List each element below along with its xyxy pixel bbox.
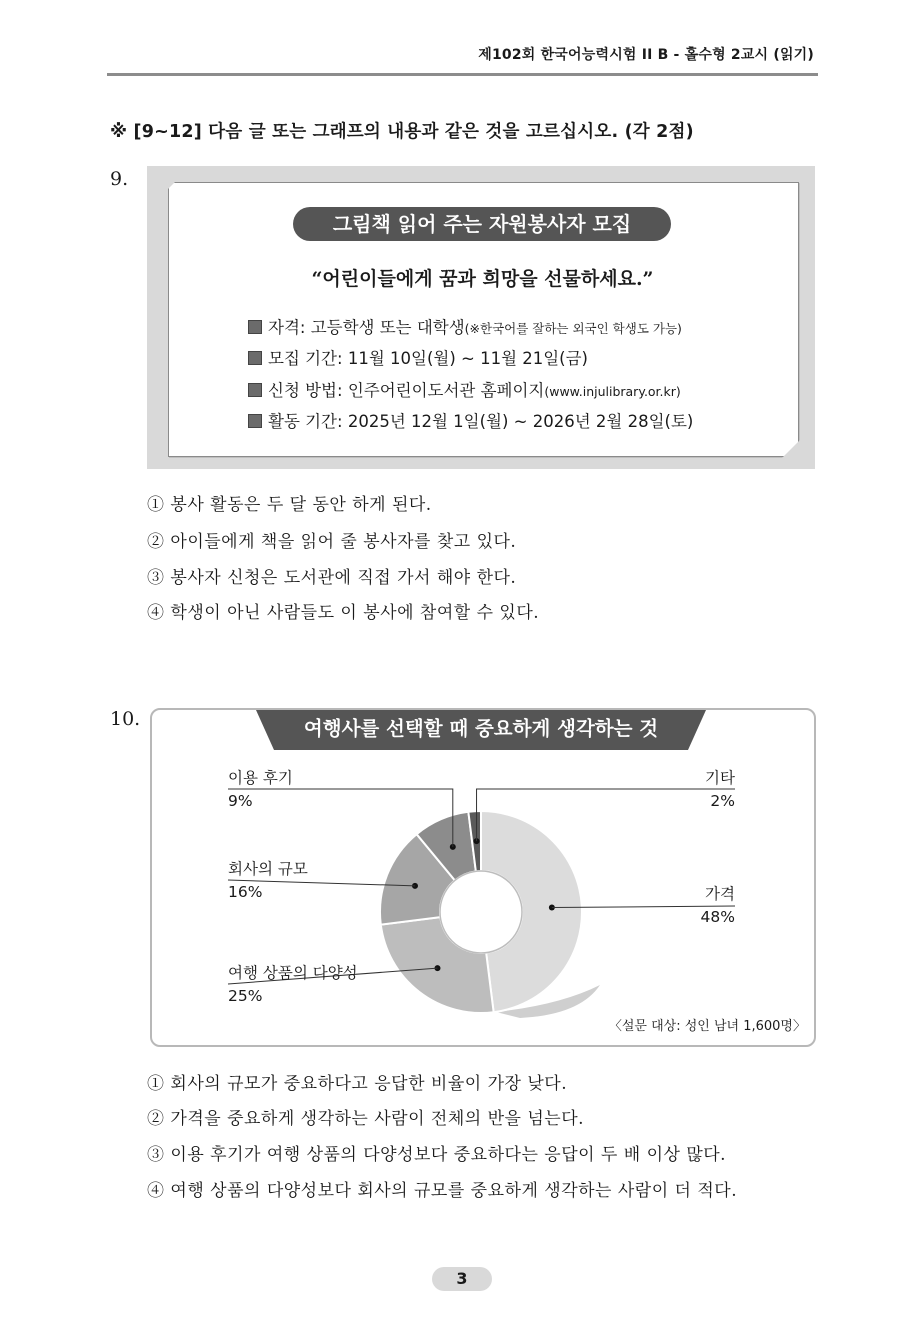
q9-option-1[interactable]: ① 봉사 활동은 두 달 동안 하게 된다. xyxy=(147,495,432,515)
label-reviews-name: 이용 후기 xyxy=(228,769,293,787)
label-size-name: 회사의 규모 xyxy=(228,860,308,878)
q9-option-2[interactable]: ② 아이들에게 책을 읽어 줄 봉사자를 찾고 있다. xyxy=(147,532,517,552)
page-number: 3 xyxy=(432,1267,492,1291)
q10-option-1[interactable]: ① 회사의 규모가 중요하다고 응답한 비율이 가장 낮다. xyxy=(147,1074,568,1094)
label-price-name: 가격 xyxy=(705,885,735,903)
label-price-value: 48% xyxy=(700,908,735,926)
q9-option-3[interactable]: ③ 봉사자 신청은 도서관에 직접 가서 해야 한다. xyxy=(147,568,517,588)
donut-hole xyxy=(440,871,522,953)
label-variety-name: 여행 상품의 다양성 xyxy=(228,964,358,982)
question-10-number: 10. xyxy=(110,708,141,730)
notice-title: 그림책 읽어 주는 자원봉사자 모집 xyxy=(293,207,671,241)
label-variety-value: 25% xyxy=(228,987,263,1005)
q10-option-2[interactable]: ② 가격을 중요하게 생각하는 사람이 전체의 반을 넘는다. xyxy=(147,1109,585,1129)
instruction-text: ※ [9~12] 다음 글 또는 그래프의 내용과 같은 것을 고르십시오. (각 2점) xyxy=(110,122,694,142)
chart-title: 여행사를 선택할 때 중요하게 생각하는 것 xyxy=(303,717,659,740)
question-9-number: 9. xyxy=(110,168,129,190)
notice-item-apply-method: 신청 방법: 인주어린이도서관 홈페이지(www.injulibrary.or.kr) xyxy=(248,377,681,401)
label-other-value: 2% xyxy=(710,792,735,810)
notice-slogan: “어린이들에게 꿈과 희망을 선물하세요.” xyxy=(311,268,654,290)
q9-option-4[interactable]: ④ 학생이 아닌 사람들도 이 봉사에 참여할 수 있다. xyxy=(147,603,540,623)
notice-item-recruit-period: 모집 기간: 11월 10일(월) ~ 11월 21일(금) xyxy=(248,345,588,369)
exam-header: 제102회 한국어능력시험 II B - 홀수형 2교시 (읽기) xyxy=(478,47,814,63)
notice-item-activity-period: 활동 기간: 2025년 12월 1일(월) ~ 2026년 2월 28일(토) xyxy=(248,408,693,432)
label-reviews-value: 9% xyxy=(228,792,253,810)
q10-option-4[interactable]: ④ 여행 상품의 다양성보다 회사의 규모를 중요하게 생각하는 사람이 더 적다. xyxy=(147,1181,738,1201)
q10-option-3[interactable]: ③ 이용 후기가 여행 상품의 다양성보다 중요하다는 응답이 두 배 이상 많다. xyxy=(147,1145,727,1165)
label-other-name: 기타 xyxy=(705,769,735,787)
notice-item-qualification: 자격: 고등학생 또는 대학생(※한국어를 잘하는 외국인 학생도 가능) xyxy=(248,314,682,338)
label-size-value: 16% xyxy=(228,883,263,901)
survey-note: 〈설문 대상: 성인 남녀 1,600명〉 xyxy=(608,1019,806,1034)
